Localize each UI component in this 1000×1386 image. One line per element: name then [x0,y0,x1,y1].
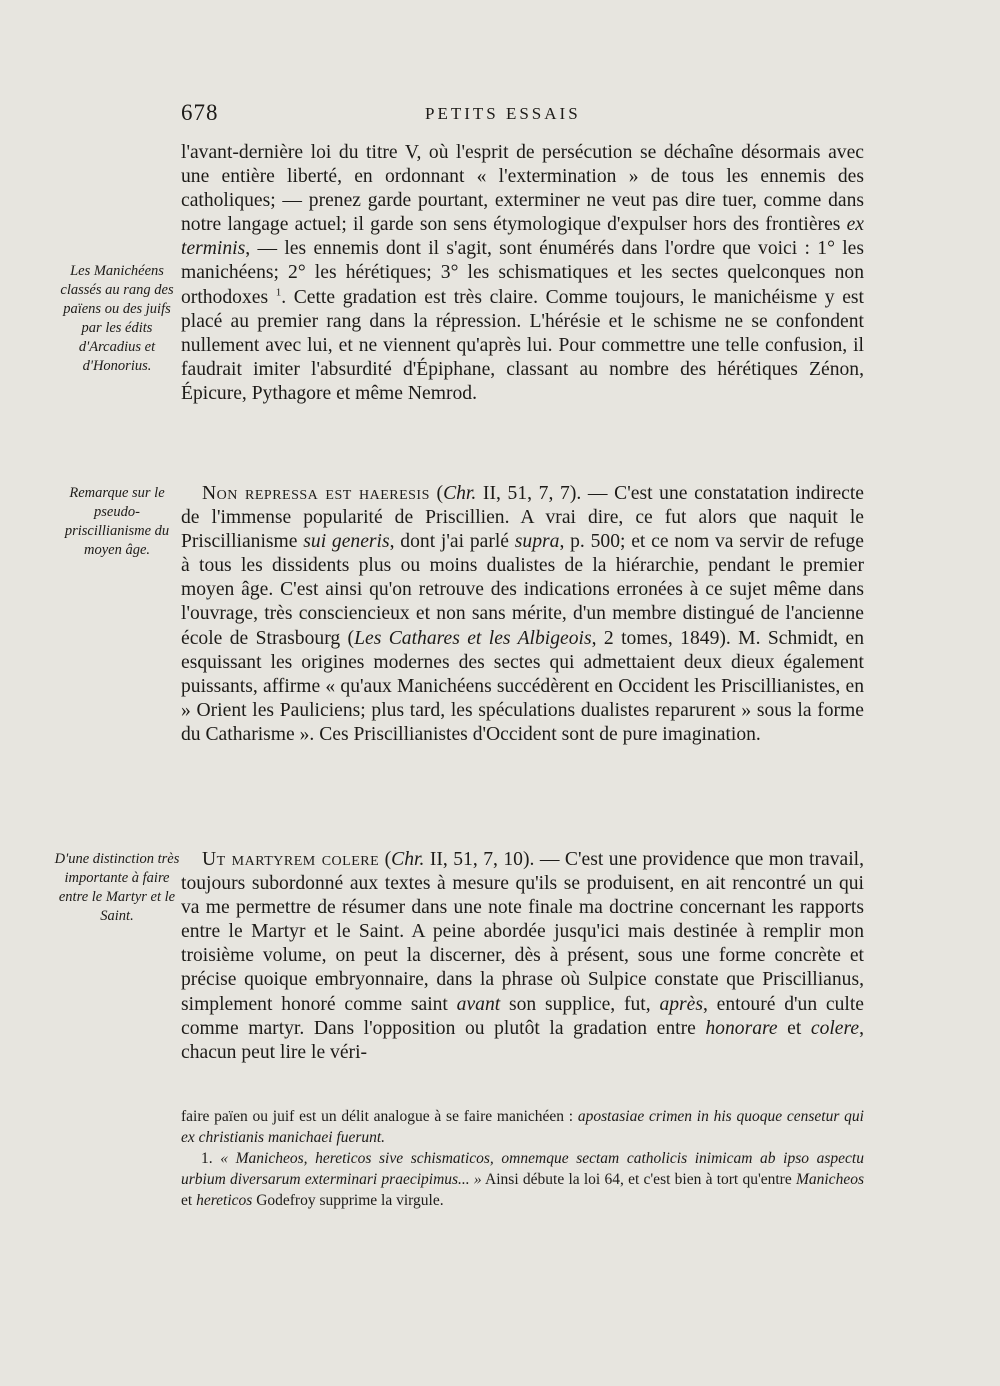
body-text: ( [379,849,392,870]
margin-note: Remarque sur le pseudo-priscillianisme du moyen âge. [64,485,170,558]
running-head [0,100,1000,132]
italic-phrase: Les Cathares et les Albigeois [354,627,592,649]
body-text: et [777,1017,811,1039]
body-paragraph [181,141,864,406]
body-text: , chacun peut lire le véri- [181,1017,865,1063]
italic-phrase: colere [810,1017,860,1039]
body-text: , p. 500; et ce nom va servir de refuge à tous les dissidents plus ou moins dualistes de la hiérarchie, pendant le premier moyen âge. C'est ainsi qu'on retrouve des indications erronées à ce sujet même dans l'ouvrage, très consciencieux et non sans mérite, d'un membre distingué de l'ancienne école de Strasbourg ( [181,531,864,649]
body-paragraph [181,848,864,1065]
italic-phrase: Manicheos [795,1171,864,1188]
body-paragraph [181,482,864,747]
page-number: 678 [181,100,219,125]
italic-phrase: Chr. [443,483,477,504]
italic-phrase: honorare [705,1017,778,1039]
body-text: son supplice, fut, [500,993,660,1015]
italic-phrase: ex terminis [181,214,864,260]
italic-phrase: apostasiae crimen in his quoque censetur qui ex christianis manichaei fuerunt. [181,1108,864,1146]
italic-phrase: Chr. [391,849,425,870]
italic-phrase: supra [514,531,560,553]
lemma-heading: Ut martyrem colere [202,849,380,870]
italic-phrase: « Manicheos, hereticos sive schismaticos, omnemque sectam catholicis inimicam ab ipso aspectu urbium diversarum exterminari praecipimus... » [181,1150,864,1188]
margin-note: D'une distinction très importante à faire entre le Martyr et le Saint. [54,851,180,924]
footnote-number: 1. [201,1150,221,1167]
italic-phrase: avant [456,993,501,1015]
italic-phrase: après [659,993,703,1015]
margin-note: Les Manichéens classés au rang des païens ou des juifs par les édits d'Arcadius et d'Honorius. [60,263,174,374]
italic-phrase: hereticos [196,1192,253,1209]
body-text: , 2 tomes, 1849). M. Schmidt, en esquissant les origines modernes des sectes qui admettaient deux dieux également puissants, affirme « qu'aux Manichéens succédèrent en Occident les Priscillianistes, en » Orient les Pauliciens; plus tard, les spéculations dualistes reparurent » sous la forme du Catharisme ». Ces Priscillianistes d'Occident sont de pure imagination. [181,627,865,745]
footnote-1 [181,1148,864,1211]
footnote-reference: 1 [275,286,282,299]
running-title: PETITS ESSAIS [425,104,581,123]
body-text: l'avant-dernière loi du titre V, où l'esprit de persécution se déchaîne désormais avec une entière liberté, en ordonnant « l'extermination » de tous les ennemis des catholiques; — prenez garde pourtant, exterminer ne veut pas dire tuer, comme dans notre langage actuel; il garde son sens étymologique d'expulser hors des frontières [181,142,864,236]
footnote-text: faire païen ou juif est un délit analogue à se faire manichéen : [181,1108,578,1125]
footnotes [181,1106,864,1211]
body-text: II, 51, 7, 7). — C'est une constatation indirecte de l'immense popularité de Priscillien. A vrai dire, ce fut alors que naquit le Priscillianisme [181,483,864,553]
italic-phrase: sui generis [303,531,390,553]
body-text: , dont j'ai parlé [389,531,515,553]
body-text: II, 51, 7, 10). — C'est une providence que mon travail, toujours subordonné aux textes à mesure qu'ils se produisent, en ait rencontré un qui va me permettre de résumer dans une note finale ma doctrine concernant les rapports entre le Martyr et le Saint. A peine abordée jusqu'ici mais destinée à remplir mon troisième volume, on peut la discerner, dès à présent, sous une forme concrète et précise quoique embryonnaire, dans la phrase où Sulpice constate que Priscillianus, simplement honoré comme saint [181,849,864,1015]
footnote-text: et [181,1192,197,1209]
body-text: , entouré d'un culte comme martyr. Dans l'opposition ou plutôt la gradation entre [181,993,864,1039]
lemma-heading: Non repressa est haeresis [202,483,430,504]
footnote-text: Ainsi débute la loi 64, et c'est bien à tort qu'entre [481,1171,796,1188]
footnote-continuation [181,1106,864,1148]
body-text: ( [429,483,444,504]
body-text: , — les ennemis dont il s'agit, sont énumérés dans l'ordre que voici : 1° les manichéens; 2° les hérétiques; 3° les schismatiques et les sectes quelconques non orthodoxes [181,238,864,308]
body-text: . Cette gradation est très claire. Comme toujours, le manichéisme y est placé au premier rang dans la répression. L'hérésie et le schisme ne se confondent nullement avec lui, et ne viennent qu'après lui. Pour commettre une telle confusion, il faudrait imiter l'absurdité d'Épiphane, classant au nombre des hérétiques Zénon, Épicure, Pythagore et même Nemrod. [181,286,864,404]
footnote-text: Godefroy supprime la virgule. [252,1192,444,1209]
